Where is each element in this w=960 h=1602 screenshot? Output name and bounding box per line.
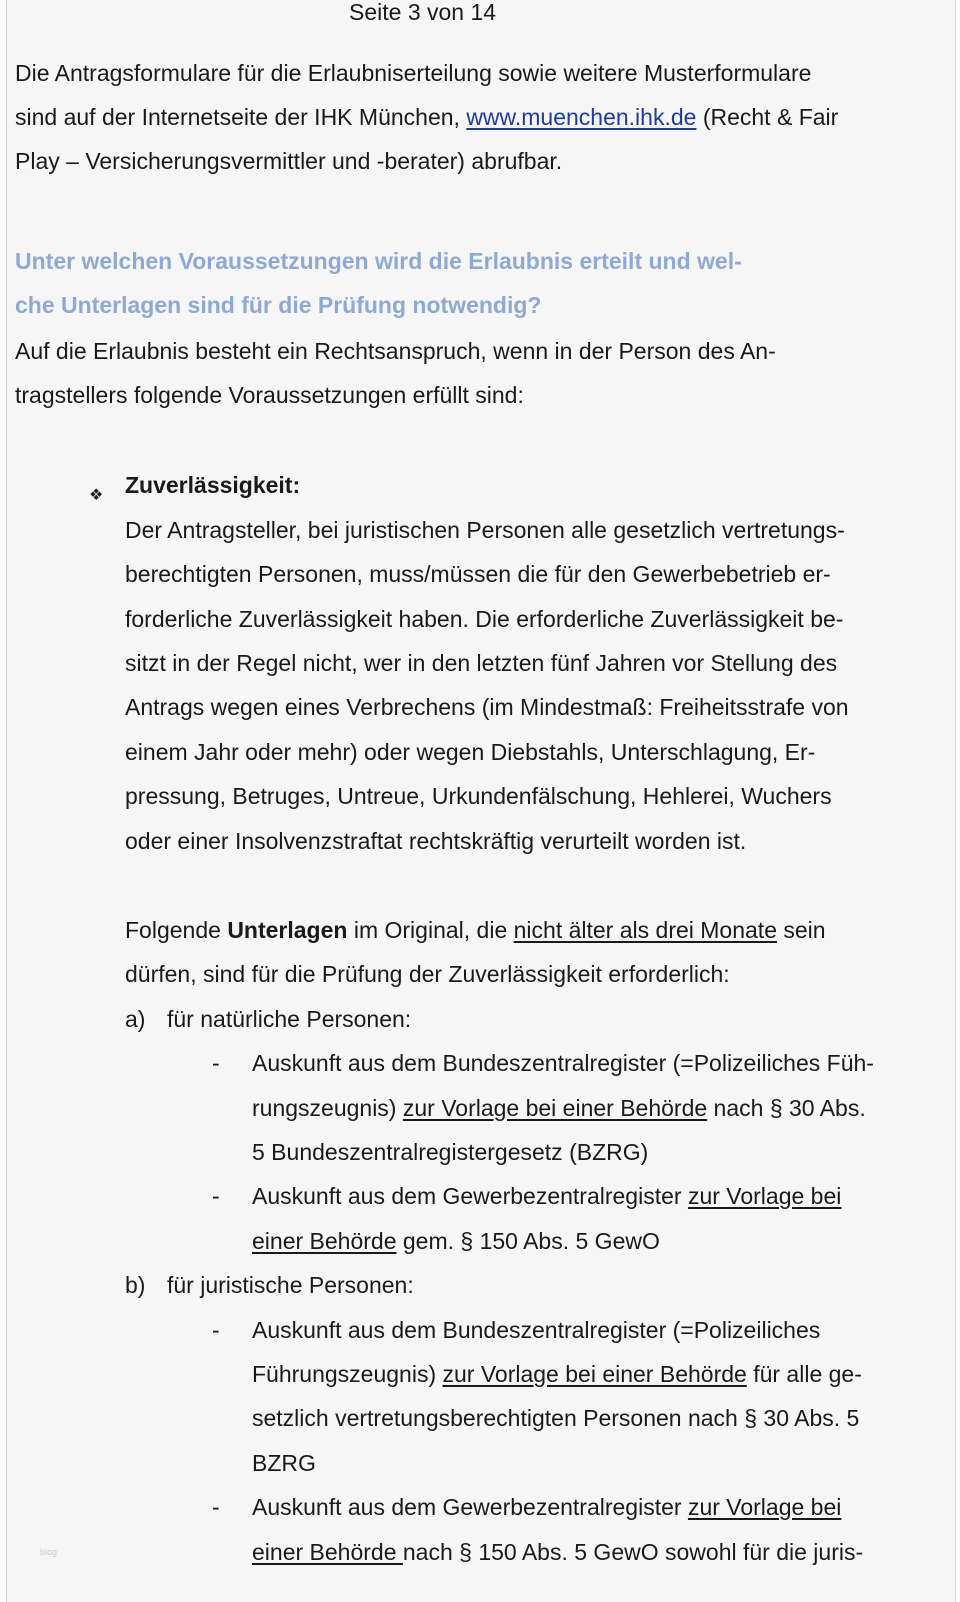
bullet-line: oder einer Insolvenzstraftat rechtskräftig verurteilt worden ist.: [125, 828, 747, 854]
section-heading-line-2: che Unterlagen sind für die Prüfung notwendig?: [15, 292, 542, 318]
bullet-line: forderliche Zuverlässigkeit haben. Die erforderliche Zuverlässigkeit be-: [125, 606, 844, 632]
item-text: Auskunft aus dem Gewerbezentralregister: [252, 1494, 688, 1520]
intro-line-3: Play – Versicherungsvermittler und -berater) abrufbar.: [15, 148, 563, 174]
list-marker-a: a): [125, 1006, 146, 1032]
item-underlined: einer Behörde: [252, 1539, 403, 1565]
documents-underlined: nicht älter als drei Monate: [513, 917, 777, 943]
documents-text: Folgende: [125, 917, 228, 943]
ihk-website-link[interactable]: www.muenchen.ihk.de: [466, 104, 697, 130]
item-a1-line-2: [252, 1093, 866, 1123]
item-underlined: zur Vorlage bei einer Behörde: [442, 1361, 747, 1387]
item-text: gem. § 150 Abs. 5 GewO: [396, 1228, 660, 1254]
item-b1-line-2: [252, 1359, 862, 1389]
dash-marker: -: [212, 1494, 220, 1520]
intro-line-2: [15, 102, 838, 132]
item-a2-line-1: [252, 1181, 841, 1211]
dash-marker: -: [212, 1317, 220, 1343]
watermark: blog: [40, 1547, 58, 1557]
item-b1-line-4: BZRG: [252, 1450, 316, 1476]
item-b1-line-1: Auskunft aus dem Bundeszentralregister (=Polizeiliches: [252, 1317, 821, 1343]
item-text: rungszeugnis): [252, 1095, 403, 1121]
documents-intro-line-1: [125, 915, 826, 945]
item-text: nach § 150 Abs. 5 GewO sowohl für die juris-: [402, 1539, 864, 1565]
item-underlined: zur Vorlage bei: [687, 1183, 842, 1209]
diamond-bullet-icon: ❖: [89, 487, 104, 504]
section-paragraph-line-2: tragstellers folgende Voraussetzungen erfüllt sind:: [15, 382, 524, 408]
intro-text: sind auf der Internetseite der IHK München,: [15, 104, 467, 130]
dash-marker: -: [212, 1050, 220, 1076]
documents-intro-line-2: dürfen, sind für die Prüfung der Zuverlässigkeit erforderlich:: [125, 961, 730, 987]
intro-line-1: Die Antragsformulare für die Erlaubniserteilung sowie weitere Musterformulare: [15, 60, 812, 86]
intro-text: (Recht & Fair: [696, 104, 839, 130]
section-paragraph-line-1: Auf die Erlaubnis besteht ein Rechtsanspruch, wenn in der Person des An-: [15, 338, 776, 364]
item-text: für alle ge-: [746, 1361, 862, 1387]
section-heading-line-1: Unter welchen Voraussetzungen wird die Erlaubnis erteilt und wel-: [15, 248, 742, 274]
list-marker-b: b): [125, 1272, 146, 1298]
item-text: Auskunft aus dem Gewerbezentralregister: [252, 1183, 688, 1209]
item-b2-line-1: [252, 1492, 841, 1522]
bullet-line: einem Jahr oder mehr) oder wegen Diebstahls, Unterschlagung, Er-: [125, 739, 816, 765]
documents-text: sein: [776, 917, 826, 943]
item-a1-line-3: 5 Bundeszentralregistergesetz (BZRG): [252, 1139, 649, 1165]
list-label-a: für natürliche Personen:: [167, 1006, 412, 1032]
item-b2-line-2: [252, 1537, 863, 1567]
bullet-line: pressung, Betruges, Untreue, Urkundenfälschung, Hehlerei, Wuchers: [125, 783, 832, 809]
item-underlined: einer Behörde: [252, 1228, 397, 1254]
page-number: Seite 3 von 14: [349, 0, 497, 25]
item-underlined: zur Vorlage bei: [687, 1494, 842, 1520]
bullet-line: Der Antragsteller, bei juristischen Personen alle gesetzlich vertretungs-: [125, 517, 845, 543]
bullet-line: berechtigten Personen, muss/müssen die für den Gewerbebetrieb er-: [125, 561, 831, 587]
item-text: nach § 30 Abs.: [707, 1095, 866, 1121]
list-label-b: für juristische Personen:: [167, 1272, 414, 1298]
item-underlined: zur Vorlage bei einer Behörde: [402, 1095, 708, 1121]
item-a1-line-1: Auskunft aus dem Bundeszentralregister (=Polizeiliches Füh-: [252, 1050, 874, 1076]
dash-marker: -: [212, 1183, 220, 1209]
item-b1-line-3: setzlich vertretungsberechtigten Personen nach § 30 Abs. 5: [252, 1405, 860, 1431]
item-text: Führungszeugnis): [252, 1361, 443, 1387]
bullet-title: Zuverlässigkeit:: [125, 472, 301, 498]
item-a2-line-2: [252, 1226, 660, 1256]
documents-text: im Original, die: [347, 917, 514, 943]
documents-bold: Unterlagen: [227, 917, 348, 943]
bullet-line: Antrags wegen eines Verbrechens (im Mindestmaß: Freiheitsstrafe von: [125, 694, 849, 720]
document-page: [6, 0, 956, 1602]
bullet-line: sitzt in der Regel nicht, wer in den letzten fünf Jahren vor Stellung des: [125, 650, 838, 676]
